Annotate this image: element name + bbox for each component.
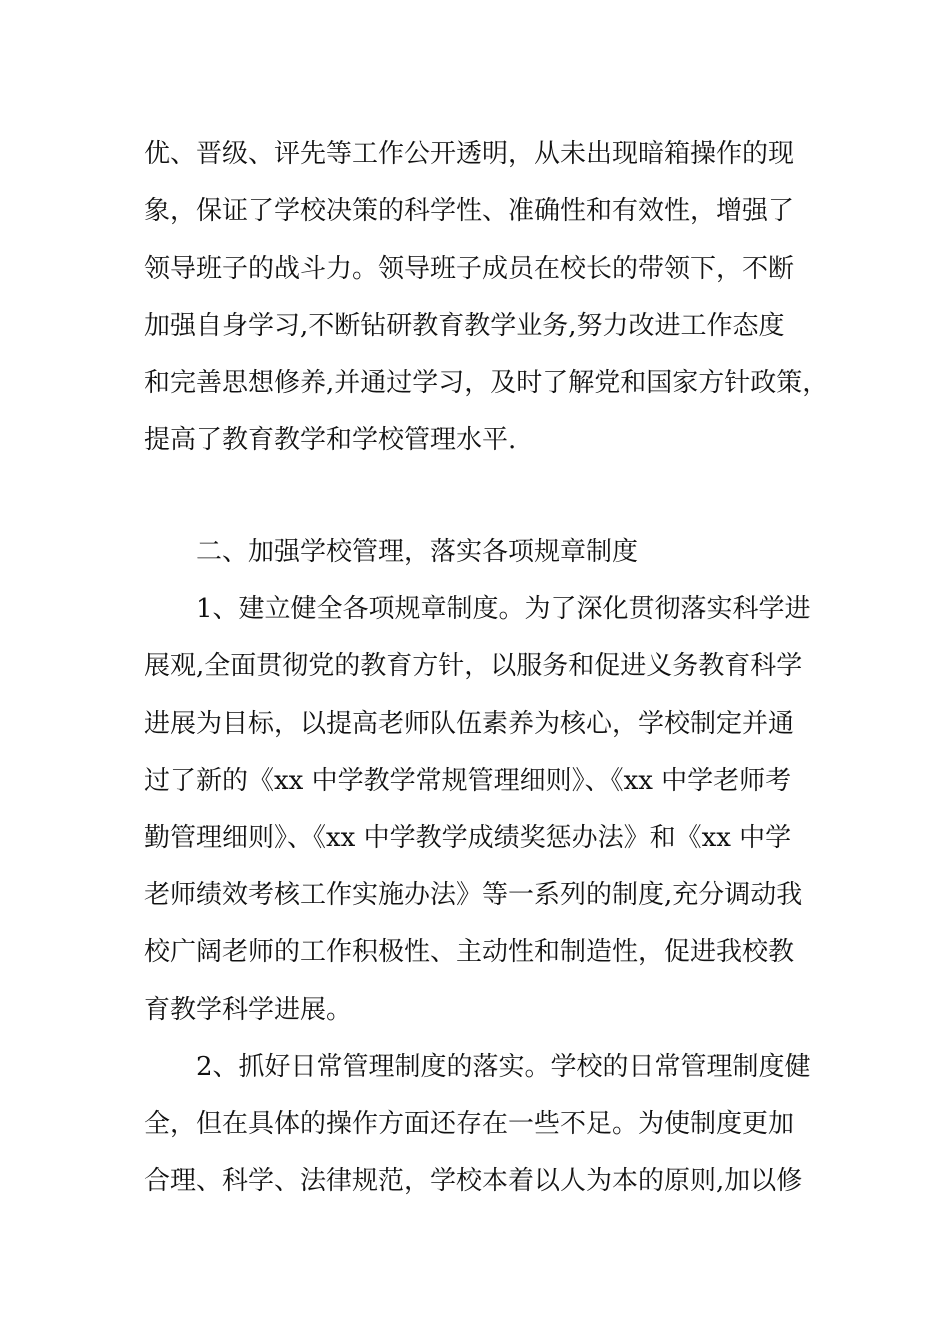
paragraph-line: 提高了教育教学和学校管理水平. [144, 425, 517, 455]
paragraph-line: 合理、科学、法律规范，学校本着以人为本的原则,加以修 [144, 1166, 803, 1196]
paragraph-line: 勤管理细则》、《xx 中学教学成绩奖惩办法》和《xx 中学 [144, 823, 792, 853]
paragraph-line: 加强自身学习,不断钻研教育教学业务,努力改进工作态度 [144, 311, 785, 341]
paragraph-line: 象，保证了学校决策的科学性、准确性和有效性，增强了 [144, 196, 795, 226]
paragraph-line: 校广阔老师的工作积极性、主动性和制造性，促进我校教 [144, 937, 795, 967]
paragraph-line: 全，但在具体的操作方面还存在一些不足。为使制度更加 [144, 1109, 795, 1139]
paragraph-line: 1、建立健全各项规章制度。为了深化贯彻落实科学进 [196, 594, 811, 624]
paragraph-line: 和完善思想修养,并通过学习，及时了解党和国家方针政策， [144, 368, 829, 398]
paragraph-line: 过了新的《xx 中学教学常规管理细则》、《xx 中学老师考 [144, 766, 792, 796]
section-heading: 二、加强学校管理，落实各项规章制度 [196, 537, 639, 567]
paragraph-line: 老师绩效考核工作实施办法》等一系列的制度,充分调动我 [144, 880, 803, 910]
paragraph-line: 优、晋级、评先等工作公开透明，从未出现暗箱操作的现 [144, 139, 795, 169]
paragraph-line: 进展为目标，以提高老师队伍素养为核心，学校制定并通 [144, 709, 795, 739]
paragraph-line: 2、抓好日常管理制度的落实。学校的日常管理制度健 [196, 1052, 811, 1082]
paragraph-line: 展观,全面贯彻党的教育方针，以服务和促进义务教育科学 [144, 651, 803, 681]
paragraph-line: 领导班子的战斗力。领导班子成员在校长的带领下，不断 [144, 254, 795, 284]
paragraph-line: 育教学科学进展。 [144, 995, 353, 1025]
